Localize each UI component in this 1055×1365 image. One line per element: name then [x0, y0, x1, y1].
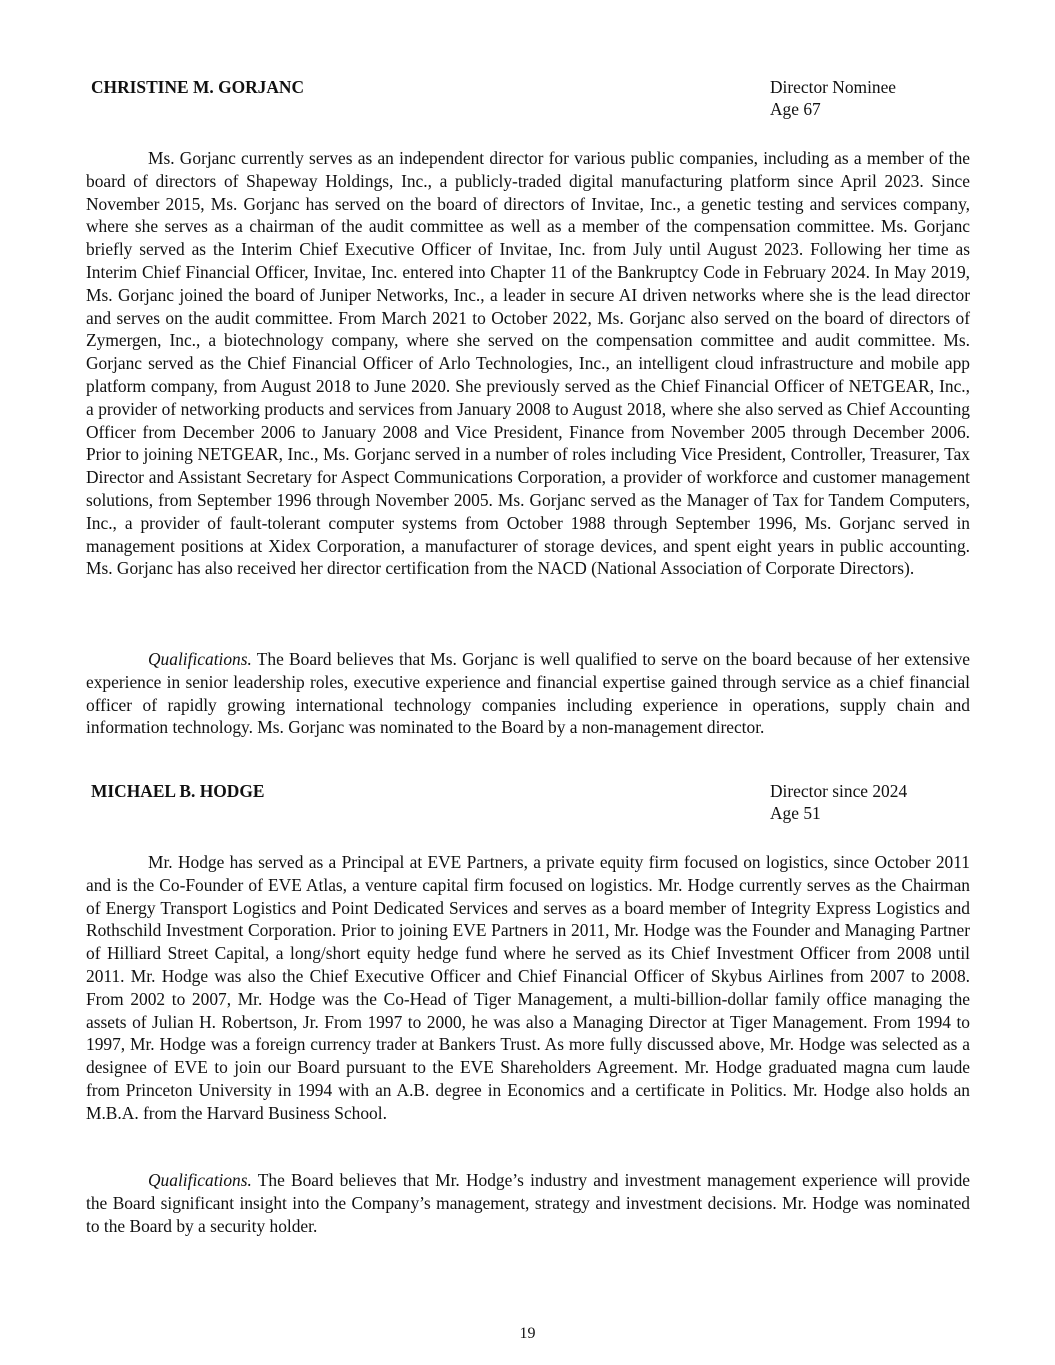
qualifications-text: The Board believes that Ms. Gorjanc is well qualified to serve on the board because of her extensive experience in senior leadership roles, executive experience and financial expertise gained through service as a chief financial officer of rapidly growing international technology companies including experience in operations, supply chain and information technology. Ms. Gorjanc was nominated to the Board by a non-management director.	[86, 649, 970, 738]
director-biography: Ms. Gorjanc currently serves as an independent director for various public companies, including as a member of the board of directors of Shapeway Holdings, Inc., a publicly-traded digital manufacturing platform since April 2023. Since November 2015, Ms. Gorjanc has served on the board of directors of Invitae, Inc., a genetic testing and services company, where she serves as a chairman of the audit committee as well as a member of the compensation committee. Ms. Gorjanc briefly served as the Interim Chief Executive Officer of Invitae, Inc. from July until August 2023. Following her time as Interim Chief Financial Officer, Invitae, Inc. entered into Chapter 11 of the Bankruptcy Code in February 2024. In May 2019, Ms. Gorjanc joined the board of Juniper Networks, Inc., a leader in secure AI driven networks where she is the lead director and serves on the audit committee. From March 2021 to October 2022, Ms. Gorjanc also served on the board of directors of Zymergen, Inc., a biotechnology company, where she served on the compensation committee and audit committee. Ms. Gorjanc served as the Chief Financial Officer of Arlo Technologies, Inc., an intelligent cloud infrastructure and mobile app platform company, from August 2018 to June 2020. She previously served as the Chief Financial Officer of NETGEAR, Inc., a provider of networking products and services from January 2008 to August 2018, where she also served as Chief Accounting Officer from December 2006 to January 2008 and Vice President, Finance from November 2005 through December 2006. Prior to joining NETGEAR, Inc., Ms. Gorjanc served in a number of roles including Vice President, Controller, Treasurer, Tax Director and Assistant Secretary for Aspect Communications Corporation, a provider of workforce and customer management solutions, from September 1996 through November 2005. Ms. Gorjanc served as the Manager of Tax for Tandem Computers, Inc., a provider of fault-tolerant computer systems from October 1988 through September 1996, Ms. Gorjanc served in management positions at Xidex Corporation, a manufacturer of storage devices, and spent eight years in public accounting. Ms. Gorjanc has also received her director certification from the NACD (National Association of Corporate Directors).	[86, 148, 970, 579]
director-name: CHRISTINE M. GORJANC	[91, 77, 305, 97]
director-name: MICHAEL B. HODGE	[91, 781, 265, 801]
director-role: Director Nominee	[770, 77, 897, 97]
qualifications-label: Qualifications.	[148, 649, 252, 669]
director-meta	[770, 76, 896, 120]
director-header	[86, 780, 970, 826]
director-age: Age 51	[770, 803, 821, 823]
director-age: Age 67	[770, 99, 821, 119]
director-header	[86, 76, 970, 122]
director-role: Director since 2024	[770, 781, 908, 801]
director-qualifications	[86, 1169, 970, 1237]
page-number: 19	[519, 1325, 536, 1342]
director-qualifications	[86, 648, 970, 739]
qualifications-text: The Board believes that Mr. Hodge’s industry and investment management experience will provide the Board significant insight into the Company’s management, strategy and investment decisions. Mr. Hodge was nominated to the Board by a security holder.	[86, 1170, 970, 1236]
director-biography: Mr. Hodge has served as a Principal at EVE Partners, a private equity firm focused on logistics, since October 2011 and is the Co-Founder of EVE Atlas, a venture capital firm focused on logistics. Mr. Hodge currently serves as the Chairman of Energy Transport Logistics and Point Dedicated Services and serves as a board member of Integrity Express Logistics and Rothschild Investment Corporation. Prior to joining EVE Partners in 2011, Mr. Hodge was the Founder and Managing Partner of Hilliard Street Capital, a long/short equity hedge fund where he served as its Chief Investment Officer from 2008 until 2011. Mr. Hodge was also the Chief Executive Officer and Chief Financial Officer of Skybus Airlines from 2007 to 2008. From 2002 to 2007, Mr. Hodge was the Co-Head of Tiger Management, a multi-billion-dollar family office managing the assets of Julian H. Robertson, Jr. From 1997 to 2000, he was also a Managing Director at Tiger Management. From 1994 to 1997, Mr. Hodge was a foreign currency trader at Bankers Trust. As more fully discussed above, Mr. Hodge was selected as a designee of EVE to join our Board pursuant to the EVE Shareholders Agreement. Mr. Hodge graduated magna cum laude from Princeton University in 1994 with an A.B. degree in Economics and a certificate in Politics. Mr. Hodge also holds an M.B.A. from the Harvard Business School.	[86, 852, 970, 1123]
qualifications-label: Qualifications.	[148, 1170, 252, 1190]
director-meta	[770, 780, 907, 824]
